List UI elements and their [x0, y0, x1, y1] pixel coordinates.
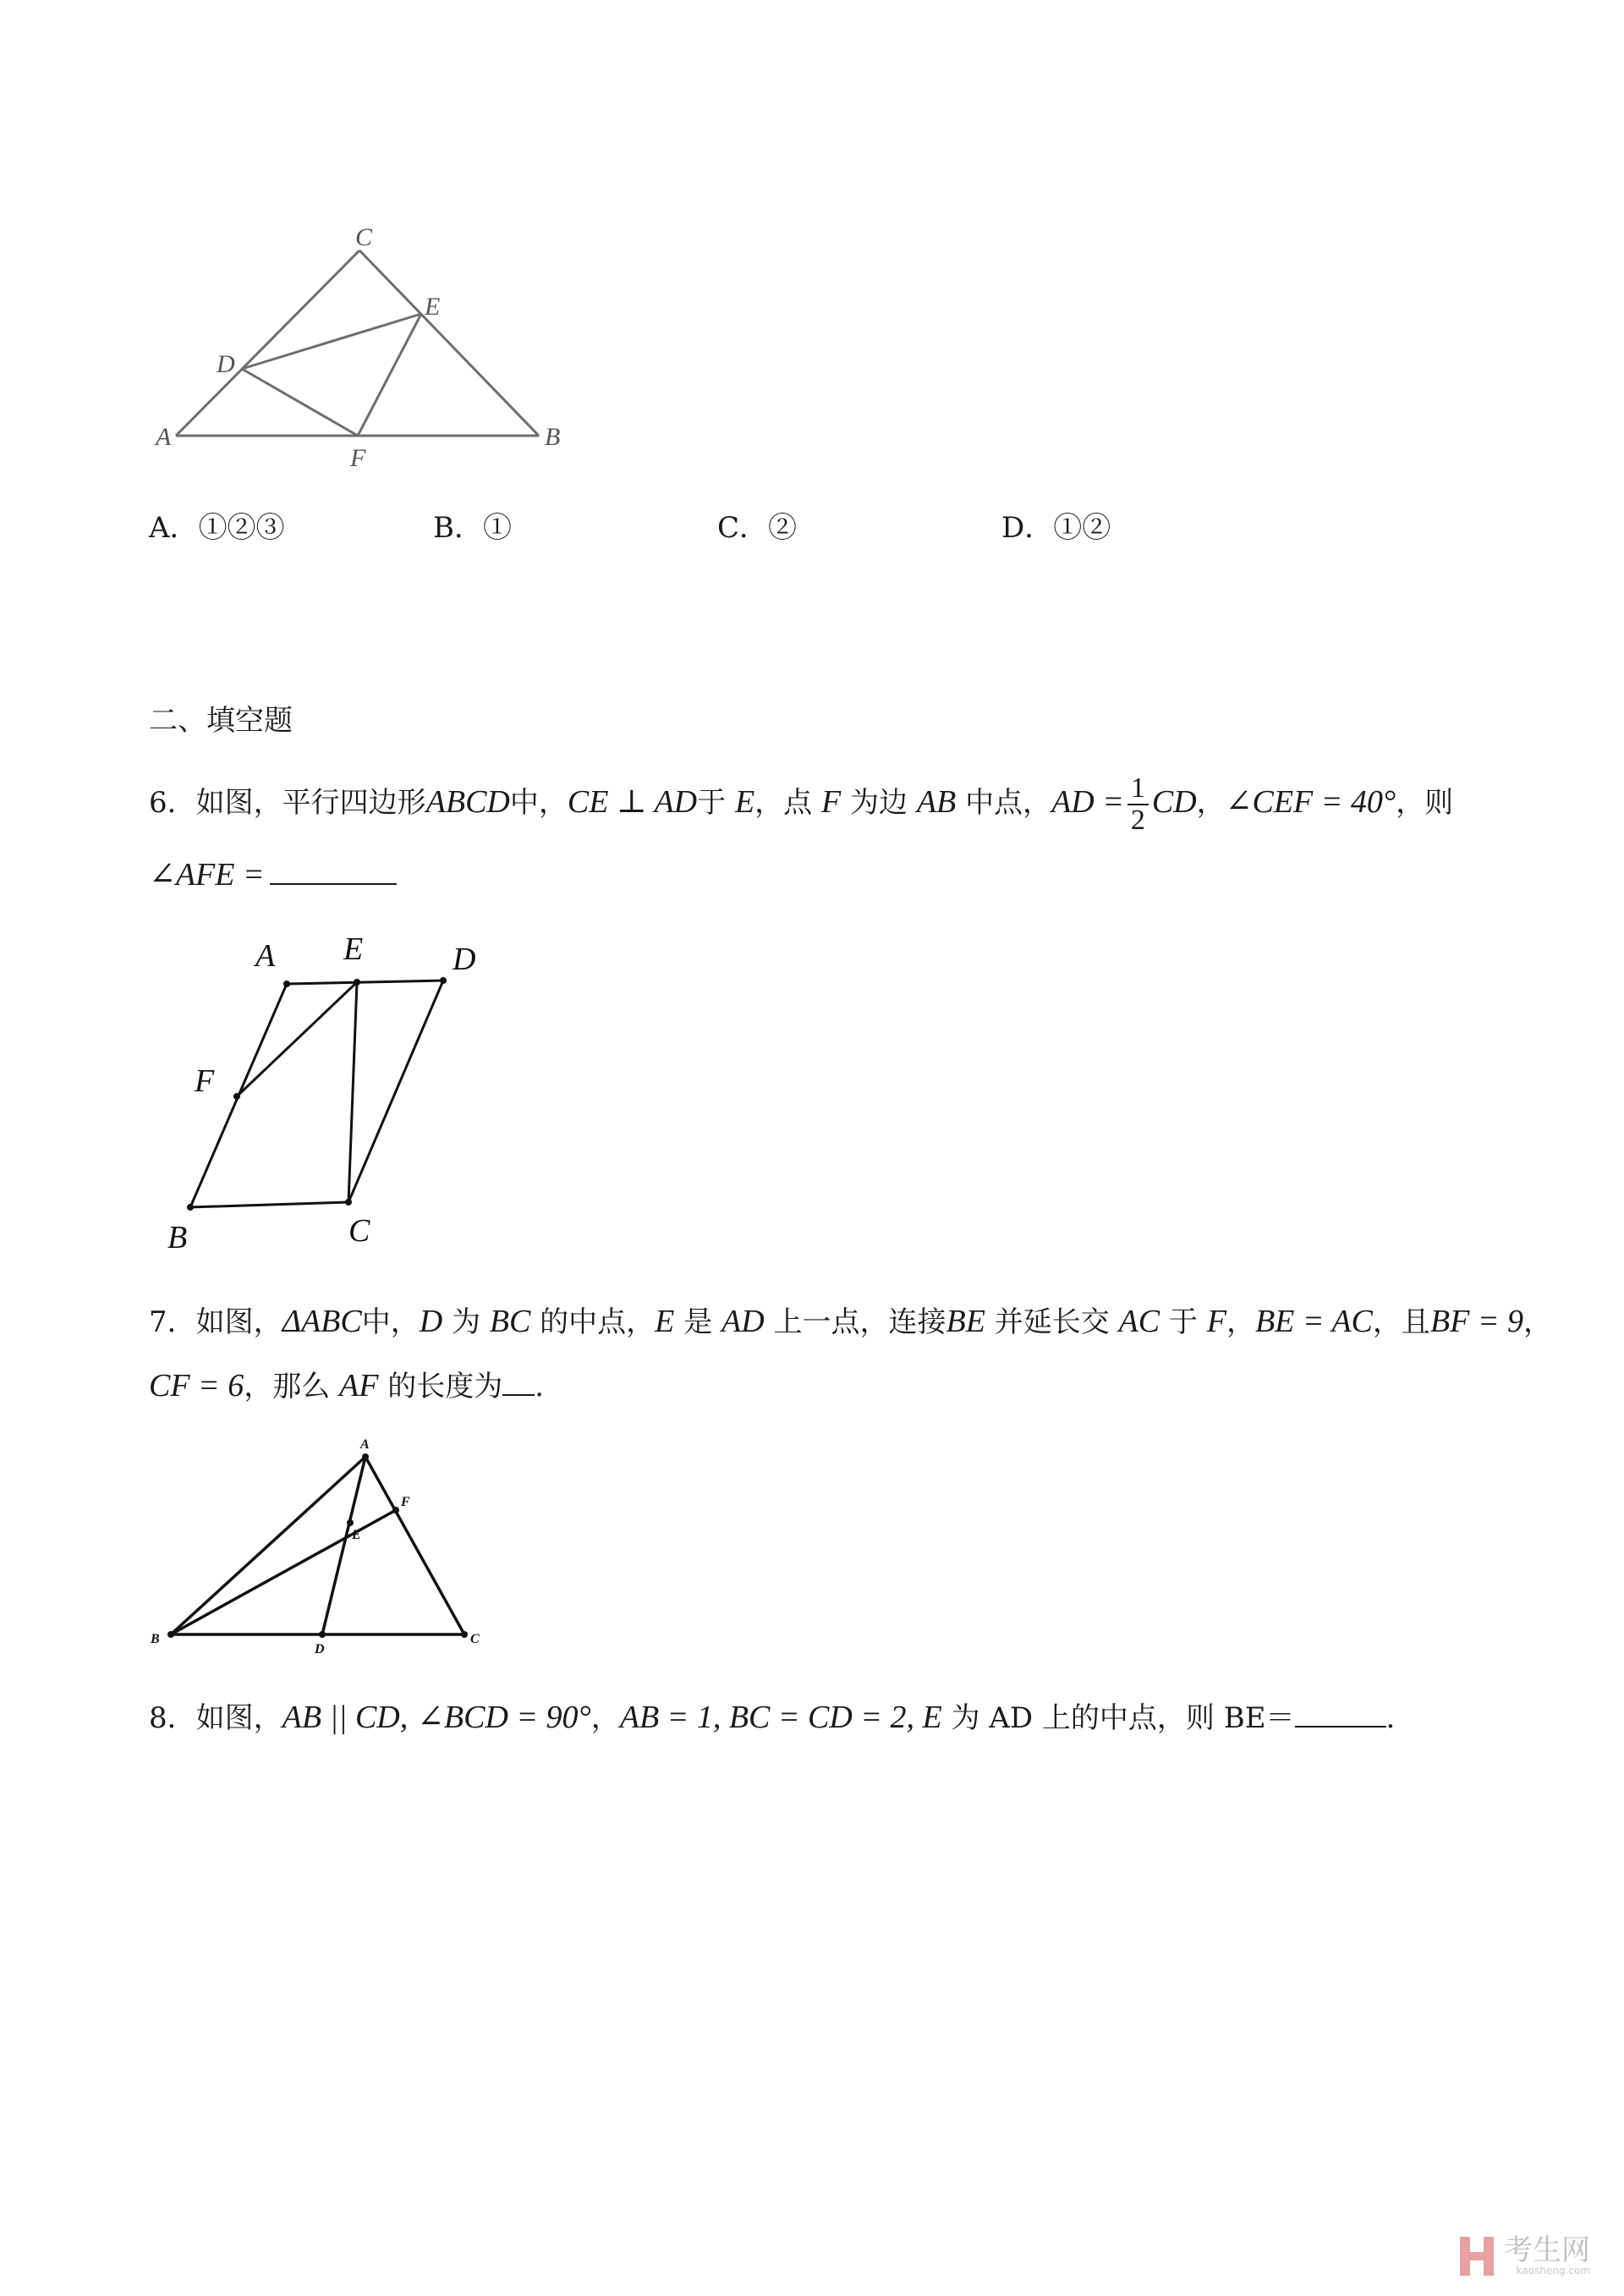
- segment-ac: [365, 1457, 464, 1634]
- question-8: [149, 1697, 1395, 1737]
- point-f: [233, 1093, 240, 1100]
- q6-then: ，则: [1396, 786, 1454, 820]
- q7-ac: AC: [1118, 1304, 1160, 1339]
- q6-angle-cef: ∠CEF = 40°: [1225, 784, 1396, 820]
- watermark-text-block: [1504, 2233, 1590, 2277]
- q6-frac-den: 2: [1130, 805, 1145, 836]
- q7-midpoint: 的中点，: [540, 1305, 656, 1339]
- label-f: F: [350, 444, 366, 472]
- choice-b: [433, 509, 512, 547]
- q8-cond-parallel: AB || CD,: [282, 1700, 409, 1735]
- choice-a: [149, 509, 285, 547]
- label-f: F: [401, 1495, 410, 1509]
- segment-ef: [358, 314, 421, 436]
- segment-ac: [176, 250, 359, 436]
- q6-answer-prompt: ∠AFE =: [149, 857, 265, 893]
- segment-df: [242, 369, 358, 436]
- q6-answer-blank[interactable]: [270, 854, 397, 885]
- q7-period: .: [535, 1370, 545, 1403]
- label-b: B: [167, 1220, 188, 1255]
- label-d: D: [217, 350, 235, 378]
- q6-ab: AB: [916, 784, 957, 820]
- point-b: [187, 1204, 194, 1211]
- segment-ad: [287, 980, 443, 984]
- q7-shi: 是: [683, 1305, 713, 1339]
- q7-yu: 于: [1168, 1305, 1198, 1339]
- choice-b-text: ①: [483, 511, 512, 545]
- q8-rest: 为 AD 上的中点，则 BE＝: [951, 1701, 1295, 1735]
- point-a: [362, 1453, 369, 1460]
- q7-e: E: [655, 1304, 675, 1339]
- choice-d: [1001, 509, 1111, 547]
- point-b: [167, 1631, 174, 1638]
- watermark: [1458, 2235, 1590, 2277]
- q6-lead: 6．如图，平行四边形: [149, 786, 426, 820]
- q7-f: F: [1206, 1304, 1226, 1339]
- q6-point-f-lead: ，点: [754, 786, 813, 820]
- q8-lead: 8．如图，: [149, 1701, 283, 1735]
- figure-triangle-abc-def: [152, 220, 575, 474]
- figure-triangle-abc-cevians: [144, 1430, 499, 1658]
- watermark-subtext: kaosheng.com: [1516, 2265, 1590, 2277]
- segment-ba: [171, 1457, 365, 1634]
- segment-ef: [237, 982, 357, 1096]
- q6-cd: CD: [1151, 784, 1197, 820]
- section-title: 二、填空题: [149, 704, 293, 738]
- choice-c: [717, 509, 797, 547]
- q7-then: ，那么: [244, 1370, 331, 1403]
- q6-fraction: [1127, 773, 1149, 836]
- q7-answer-blank[interactable]: [502, 1365, 535, 1396]
- q7-cf-eq: CF = 6: [149, 1368, 244, 1403]
- q6-wei-bian: 为边: [850, 786, 908, 820]
- label-b: B: [545, 423, 561, 451]
- q7-comma2: ，: [1522, 1305, 1552, 1339]
- point-e: [347, 1519, 354, 1526]
- q7-bf-eq: BF = 9: [1429, 1304, 1523, 1339]
- q7-on-point: 上一点，连接: [773, 1305, 946, 1339]
- point-c: [461, 1631, 468, 1638]
- q6-e: E: [734, 784, 755, 820]
- q7-ad: AD: [721, 1304, 765, 1339]
- choice-a-letter: A．: [149, 511, 199, 545]
- label-b: B: [151, 1632, 160, 1646]
- point-d: [319, 1631, 326, 1638]
- question-7-line-1: [149, 1303, 1552, 1341]
- q6-f: F: [820, 784, 842, 820]
- q7-lead: 7．如图，: [149, 1305, 283, 1339]
- segment-bf: [171, 1510, 396, 1634]
- point-f: [392, 1507, 399, 1513]
- point-a: [283, 980, 290, 987]
- choice-c-text: ②: [768, 511, 798, 545]
- question-6-line-1: [149, 773, 1453, 836]
- label-c: C: [470, 1632, 480, 1646]
- watermark-text: 考生网: [1504, 2233, 1590, 2267]
- label-a: A: [360, 1437, 370, 1452]
- q7-bc: BC: [489, 1304, 531, 1339]
- q7-be: BE: [946, 1304, 985, 1339]
- choice-c-letter: C．: [717, 511, 769, 545]
- q6-yu: 于: [697, 786, 727, 820]
- q6-abcd: ABCD: [425, 784, 510, 820]
- q8-cond-lengths: AB = 1, BC = CD = 2, E: [619, 1700, 942, 1735]
- q7-extend: 并延长交: [994, 1305, 1110, 1339]
- q8-answer-blank[interactable]: [1295, 1697, 1386, 1727]
- point-c: [345, 1199, 352, 1206]
- q7-comma: ，: [1226, 1305, 1255, 1339]
- q7-d: D: [419, 1304, 443, 1339]
- watermark-logo-icon: [1458, 2235, 1495, 2277]
- label-a: A: [156, 423, 172, 451]
- segment-ec: [348, 982, 357, 1202]
- q6-ce-perp-ad: CE ⊥ AD: [567, 784, 698, 820]
- q7-wei: 为: [451, 1305, 480, 1339]
- q7-length: 的长度为: [387, 1370, 503, 1403]
- point-e: [354, 979, 360, 986]
- q6-zhong: 中，: [509, 786, 568, 820]
- q7-zhong: 中，: [361, 1305, 420, 1339]
- choice-d-text: ①②: [1053, 511, 1111, 545]
- label-e: E: [352, 1528, 361, 1542]
- figure-parallelogram-abcd: [152, 922, 516, 1269]
- label-d: D: [453, 942, 476, 977]
- q8-comma: ，: [590, 1701, 620, 1735]
- q7-and: ，且: [1372, 1305, 1430, 1339]
- segment-dc: [348, 980, 443, 1202]
- q8-period: .: [1385, 1701, 1396, 1735]
- choice-a-text: ①②③: [198, 511, 285, 545]
- question-6-line-2: [149, 854, 397, 894]
- q6-ad-eq: AD =: [1051, 784, 1124, 820]
- question-7-line-2: [149, 1365, 544, 1405]
- label-e: E: [343, 931, 364, 967]
- q7-triangle: ΔABC: [282, 1304, 362, 1339]
- choice-d-letter: D．: [1001, 511, 1054, 545]
- label-a: A: [255, 938, 276, 974]
- q6-frac-num: 1: [1127, 773, 1149, 805]
- point-d: [440, 977, 447, 984]
- label-e: E: [425, 293, 441, 321]
- label-d: D: [315, 1642, 325, 1656]
- label-f: F: [195, 1063, 215, 1099]
- label-c: C: [348, 1213, 370, 1249]
- q7-be-eq-ac: BE = AC: [1254, 1304, 1373, 1339]
- label-c: C: [355, 223, 373, 251]
- segment-cb: [190, 1202, 348, 1207]
- segment-cb: [359, 250, 539, 436]
- choice-b-letter: B．: [433, 511, 483, 545]
- q7-af: AF: [339, 1368, 379, 1403]
- q8-cond-angle: ∠BCD = 90°: [417, 1700, 591, 1735]
- q6-midpoint: 中点，: [965, 786, 1052, 820]
- q6-comma: ，: [1196, 786, 1226, 820]
